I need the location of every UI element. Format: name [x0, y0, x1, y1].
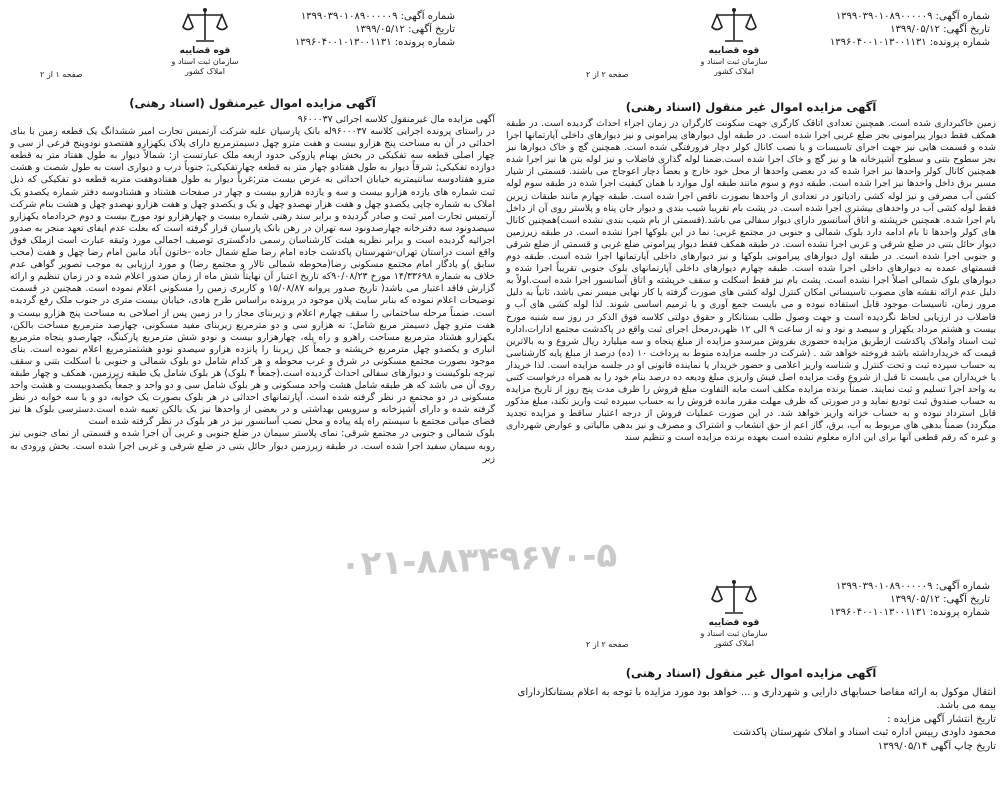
notice-line: محمود داودی رییس اداره ثبت اسناد و املاک شهرستان پاکدشت	[732, 727, 996, 739]
notice-body: زمین خاکبرداری شده است. همچنین تعدادی اتاقک کارگری جهت سکونت کارگران در زمان اجراء احداث گردیده است. در طبقه همکف فقط دیوار پیرامونی بجز ضلع غربی اجرا شده است. در طبقه اول دیوارهای پیرامونی و نیز دیوارهای داخلی آپارتمانها اجرا شده و قسمت هایی نیز جهت اجرای تاسیسات و یا نصب کانال کولر دچار فرورفتگی شده است. همچنین گچ و خاک دیوارها نیز بجز سطوح بتنی و سطوح آشپزخانه ها و نیز گچ و خاک اجرا شده است.ضمنا لوله گذاری فاضلاب و نیز لوله بتن ها نیز اجرا شده همچنین کانال کولر واحدها نیز اجرا شده که در بعضی واحدها از محل خود خارج و بعضاً دچار اعوجاج می باشند. قسمتی از شیار مسیر برق داخل واحدها نیز اجرا شده است. طبقه دوم و سوم مانند طبقه اول موارد با همان کیفیت اجرا شده در طبقه سوم لوله کشی آب مصرفی و نیز لوله کشی رادیاتور در تعدادی از واحدها بصورت ناقص اجرا شده است. طبقه چهارم مانند طبقات زیرین فقط لوله کشی آب در واحدهای بیشتری اجرا شده است. در پشت بام تقریبا شیب بندی و دیوار جان پناه و پلاستر روی آن از داخل بام اجرا شده. همچنین خرپشته و اتاق آسانسور دارای دیوار سفالی می باشد.(قسمتی از بام شیب بندی نشده است)همچنین کانال های کولر واحدها تا بام ادامه دارد بلوک شمالی و جنوبی در مجتمع غربی: نما در این بلوکها اجرا نشده است. در طبقه زیرزمین دیوار حائل بتنی در ضلع شرقی و غربی اجرا نشده است. در طبقه همکف فقط دیوار پیرامونی ضلع غربی و قسمتی از ضلع شرقی و جنوبی اجرا شده است. در طبقه اول دیوارهای پیرامونی بلوکها و نیز دیوارهای داخلی آپارتمانها اجرا شده است. طبقه دوم قسمتهای عمده به دیوارهای داخلی اجرا شده است. طبقه چهارم دیوارهای داخلی آپارتمانهای بلوک جنوبی تقریباً اجرا شده و دیوارهای بلوک شمالی اصلاً اجرا نشده است. پشت بام نیز فقط اسکلت و سقف خرپشته و اتاق آسانسور اجرا شده است.اولاً به دلیل عدم ارائه نقشه های مصوب تاسیساتی امکان کنترل لوله کشی های صورت گرفته یا کار نهایی میسر نمی باشد، ثانیاً به دلیل مرور زمان، تاسیسات موجود قابل استفاده نبوده و می بایست جمع آوری و یا ترمیم اساسی شوند. لذا لوله کشی های آب و فاضلاب در ارزیابی لحاظ نگردیده است و جهت وصول طلب بستانکار و حقوق دولتی کلاسه فوق الذکر در روز سه شنبه مورخ بیست و هشتم مرداد یکهزار و سیصد و نود و نه از ساعت ۹ الی ۱۲ ظهر،درمحل اجرای ثبت واقع در پاکدشت مجتمع ادارات،اداره ثبت اسناد واملاک پاکدشت ازطریق مزایده حضوری بفروش میرسدو مزایده از مبلغ پنجاه و سه میلیارد ریال شروع و به بالاترین قیمت که خریدارداشته باشد فروخته خواهد شد . (شرکت در جلسه مزایده منوط به پرداخت ۱۰ (ده) درصد از مبلغ پایه کارشناسی به حساب سپرده ثبت و تحت کنترل و شناسه واریز اعلامی و حضور خریدار یا نماینده قانونی او در جلسه مزایده است. لذا خریدار یا خریداران می بایست تا قبل از شروع وقت مزایده اصل فیش واریزی مبلغ ودیعه ده درصد بنام خود را به همراه درخواست کتبی به واحد اجرا تسلیم و ثبت نمایند. ضمناً برنده مزایده مکلف است مابه التفاوت مبلغ فروش را ظرف مدت پنج روز از تاریخ مزایده به حساب صندوق ثبت تودیع نماید و در صورتی که ظرف مهلت مقرر مانده فروش را به حساب سپرده ثبت واریز نکند، مبلغ مذکور قابل استرداد نبوده و به حساب خزانه واریز خواهد شد. در این صورت عملیات فروش از درجه اعتبار ساقط و مزایده تجدید میگردد) ضمناً بدهی های مربوط به آب، برق، گاز اعم از حق انشعاب و اشتراک و مصرف و نیز بدهی مالیاتی و عوارض شهرداری و غیره که رقم قطعی آنها برای این اداره معلوم نشده است بعهده برنده مزایده است و تنظیم سند	[506, 118, 997, 444]
notice-line: تاریخ چاپ آگهی ۱۳۹۹/۰۵/۱۴	[877, 740, 996, 752]
panel-header	[10, 0, 495, 96]
org-subtitle: سازمان ثبت اسناد و املاک کشور	[700, 57, 768, 76]
notice-line: تاریخ انتشار آگهی مزایده :	[887, 713, 996, 725]
scales-of-justice-icon	[711, 578, 757, 618]
notice-panel-top-left	[10, 0, 495, 465]
file-number: شماره پرونده: ۱۳۹۶۰۴۰۰۱۰۱۳۰۰۱۱۳۱	[294, 37, 455, 48]
page-label: صفحه ۲ از ۲	[586, 70, 629, 79]
ad-number: شماره آگهی: ۱۳۹۹۰۳۹۰۱۰۸۹۰۰۰۰۰۹	[300, 11, 455, 22]
judiciary-emblem	[694, 6, 774, 77]
panel-header	[506, 576, 996, 666]
ad-number: شماره آگهی: ۱۳۹۹۰۳۹۰۱۰۸۹۰۰۰۰۰۹	[835, 11, 990, 22]
notice-body: آگهی مزایده مال غیرمنقول کلاسه اجرائی ۹۶۰۰۰۳۷ در راستای پرونده اجرایی کلاسه ۹۶۰۰۰۳۷له بانک پارسیان علیه شرکت آرتمیس تجارت امیر ششدانگ یک قطعه زمین با بنای احداثی در آن به مساحت پنج هزارو بیست و هفت مترو چهل دسیمترمربع دارای پلاک یکهزارو هفتصدو نودوپنج فرعی از سی و چهار اصلی قطعه سه تفکیکی در بخش بهنام پازوکی حدود اربعه ملک عبارتست از: شمالاً دیوار به طول هفتاد متر به قطعه دوازده تفکیکی; شرقاً دیوار به طول هفتادو چهار متر به قطعه چهارتفکیکی; جنوباً درب و دیواری است به طول شصت و هشت مترو هفتادوسه سانتیمتربه خیابان احداثی به عرض بیست متر;غرباً دیوار به طول هفتادوهفت متربه قطعه دو تفکیکی که ذیل ثبت شماره های یازده هزارو بیست و سه و یازده هزارو بیست و چهار در صفحات هشتاد و هشتادوسه دفتر شماره یکصدو یک املاک به شماره چاپی یکصدو چهل و هفت هزار نهصدو چهل و یک و یکصدو چهل و هفت هزارو نهصدو چهل و هشت بنام شرکت آرتمیس تجارت امیر ثبت و صادر گردیده و برابر سند رهنی شماره بیست و چهارهزارو نود مورخ بیست و دوم خردادماه یکهزارو سیصدونود سه دفترخانه چهارصدونود سه تهران در رهن بانک پارسیان قرار گرفته است که بعلت عدم ایفای تعهد منجر به صدور اجرائیه گردیده است و برابر نظریه هیئت کارشناسان رسمی دادگستری توصیف اجمالی مورد وثیقه عبارت است ازملک فوق واقع است دراستان تهران-شهرستان پاکدشت جاده امام رضا ضلع شمال جاده -خاتون آباد مابین امام رضا چهل و هفت (محب سابق )و یادگار امام مجتمع مسکونی رضا(محوطه شمالی تالار و مجتمع رضا) و مورد ارزیابی به موجب تصویر گواهی عدم خلاف به شماره ۱۴/۳۳۶۹۸ مورخ ۹۰/۰۸/۲۳که تاریخ اعتبار آن نهایتاً شش ماه از زمان صدور اعلام شده و در زمان تنظیم و ارائه گزارش فاقد اعتبار می باشد( تاریخ صدور پروانه ۱۵/۰۸/۸۷ و کاربری زمین را مسکونی اعلام نموده است. همچنین در قسمت توضیحات اعلام نموده که بنابر سایت پلان موجود در پرونده براساس طرح هادی، خیابان بیست متری در جنوب ملک رفع گردیده است. ضمناً مرحله ساختمانی را سقف چهارم اعلام و زیربنای مجاز را در زمین پس از اصلاحی به مساحت پنج هزارو بیست و هفت مترو چهل دسیمتر مربع شامل: نه هزارو سی و دو مترمربع زیربنای مفید مسکونی، چهارصد مترمربع مساحت بالکن، یکهزارو هشتاد مترمربع مساحت راهرو و راه پله، چهارهزارو بیست و نودو شش مترمربع پارکینگ، چهارصدو پنجاه مترمربع انباری و یکصدو چهل مترمربع خرپشته و جمعاً کل زیربنا را پانزده هزارو سیصدو نودو هشتمترمربع اعلام نموده است. بنای موجود بصورت مجتمع مسکونی در شرق و غرب محوطه و هر کدام شامل دو بلوک شمالی و جنوبی با اسکلت بتنی و سقف تیرچه بلوکیست و دیوارهای سفالی احداث گردیده است.(جمعاً ۴ بلوک) هر بلوک شامل یک طبقه زیرزمین، همکف و چهار طبقه روی آن می باشد که هر طبقه شامل هشت واحد مسکونی و هر بلوک شامل سی و دو واحد و جمعاً یکصدوبیست و هشت واحد مسکونی در دو مجتمع در نظر گرفته شده است. آپارتمانهای احداثی در هر بلوک بصورت یک خوابه، دو و یا سه خوابه در نظر گرفته شده و دارای آشپزخانه و سرویس بهداشتی و در بعضی از واحدها نیز یک بالکن تعبیه شده است.دسترسی بلوک ها نیز فضای میانی مجتمع با سیستم راه پله پیاده و محل نصب آسانسور نیز در هر بلوک در نظر گرفته شده است بلوک شمالی و جنوبی در مجتمع شرقی: نمای پلاستر سیمان در ضلع جنوبی و غربی آن اجرا شده و قسمتی از نمای جنوبی نیز روبه سیمان سفید اجرا شده است. در طبقه زیرزمین دیوار حائل بتنی در ضلع شرقی و غربی اجرا شده است. بخش ورودی به زیر	[10, 114, 496, 464]
scales-of-justice-icon	[711, 6, 757, 46]
notice-title: آگهی مزایده اموال غیرمنقول (اسناد رهنی)	[129, 96, 376, 110]
ad-number: شماره آگهی: ۱۳۹۹۰۳۹۰۱۰۸۹۰۰۰۰۰۹	[835, 581, 990, 592]
panel-header	[506, 0, 996, 100]
org-subtitle: سازمان ثبت اسناد و املاک کشور	[171, 57, 239, 76]
panel-metadata	[830, 580, 990, 619]
notice-panel-top-right	[506, 0, 996, 445]
notice-panel-bottom-right	[506, 576, 996, 753]
notice-title: آگهی مزایده اموال غیر منقول (اسناد رهنی)	[625, 100, 877, 114]
phone-watermark: ۰۲۱-۸۸۳۴۹۶۷۰-۵	[339, 535, 618, 585]
judiciary-emblem	[165, 6, 245, 77]
panel-metadata	[830, 10, 990, 49]
org-subtitle: سازمان ثبت اسناد و املاک کشور	[700, 629, 768, 648]
page-label: صفحه ۲ از ۲	[586, 640, 629, 649]
file-number: شماره پرونده: ۱۳۹۶۰۴۰۰۱۰۱۳۰۰۱۱۳۱	[829, 607, 990, 618]
org-name: قوه قضاییه	[179, 46, 231, 56]
org-name: قوه قضاییه	[708, 618, 760, 628]
judiciary-emblem	[694, 578, 774, 649]
ad-date: تاریخ آگهی: ۱۳۹۹/۰۵/۱۲	[890, 24, 990, 35]
ad-date: تاریخ آگهی: ۱۳۹۹/۰۵/۱۲	[890, 594, 990, 605]
ad-date: تاریخ آگهی: ۱۳۹۹/۰۵/۱۲	[355, 24, 455, 35]
notice-line: انتقال موکول به ارائه مفاصا حسابهای دارایی و شهرداری و ... خواهد بود مورد مزایده با توجه به اعلام بستانکاردارای بیمه می باشد.	[517, 687, 996, 712]
notice-title: آگهی مزایده اموال غیر منقول (اسناد رهنی)	[625, 666, 877, 680]
org-name: قوه قضاییه	[708, 46, 760, 56]
panel-metadata	[295, 10, 455, 49]
scales-of-justice-icon	[182, 6, 228, 46]
page-label: صفحه ۱ از ۲	[40, 70, 83, 79]
file-number: شماره پرونده: ۱۳۹۶۰۴۰۰۱۰۱۳۰۰۱۱۳۱	[829, 37, 990, 48]
